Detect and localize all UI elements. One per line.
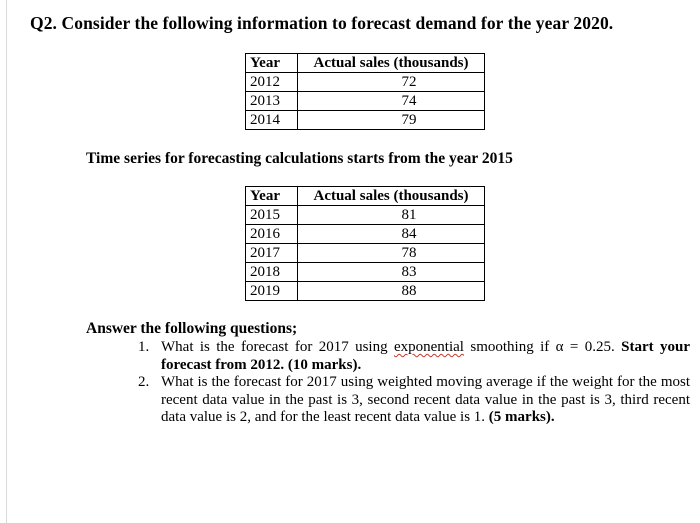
cell-year: 2014	[246, 111, 298, 130]
item-text: smoothing if α = 0.25.	[463, 339, 622, 355]
time-series-subheading: Time series for forecasting calculations starts from the year 2015	[86, 150, 513, 167]
answer-heading: Answer the following questions;	[86, 320, 298, 337]
cell-sales: 78	[298, 244, 485, 263]
cell-year: 2013	[246, 92, 298, 111]
page-left-border	[6, 0, 7, 523]
cell-sales: 74	[298, 92, 485, 111]
table-row	[246, 225, 485, 244]
sales-table-2012-2014	[245, 53, 485, 130]
table-row	[246, 206, 485, 225]
item-text: What is the forecast for 2017 using	[161, 339, 394, 355]
cell-year: 2016	[246, 225, 298, 244]
sales-table-2015-2019	[245, 186, 485, 301]
item-number: 1.	[138, 339, 150, 355]
table-row	[246, 263, 485, 282]
header-actual-sales: Actual sales (thousands)	[298, 187, 485, 206]
header-year: Year	[246, 187, 298, 206]
item-text-bold: (5 marks).	[488, 409, 555, 425]
table-row	[246, 282, 485, 301]
header-actual-sales: Actual sales (thousands)	[298, 54, 485, 73]
cell-sales: 83	[298, 263, 485, 282]
question-title: Q2. Consider the following information to forecast demand for the year 2020.	[30, 13, 614, 33]
cell-year: 2017	[246, 244, 298, 263]
cell-year: 2015	[246, 206, 298, 225]
item-text: What is the forecast for 2017 using weighted moving average if the weight for the most recent data value in the past is 3, second recent data value in the past is 3, third recent data value is 2, and for the least recent data value is 1.	[161, 374, 690, 425]
item-number: 2.	[138, 374, 150, 390]
cell-sales: 88	[298, 282, 485, 301]
cell-sales: 81	[298, 206, 485, 225]
cell-sales: 72	[298, 73, 485, 92]
list-item	[134, 339, 690, 374]
cell-year: 2019	[246, 282, 298, 301]
table-row	[246, 73, 485, 92]
list-item	[134, 374, 690, 427]
cell-sales: 84	[298, 225, 485, 244]
header-year: Year	[246, 54, 298, 73]
cell-year: 2012	[246, 73, 298, 92]
cell-year: 2018	[246, 263, 298, 282]
table-row	[246, 111, 485, 130]
table-row	[246, 92, 485, 111]
spellcheck-word: exponential	[393, 339, 464, 355]
table-header-row	[246, 187, 485, 206]
question-list	[134, 339, 690, 427]
table-row	[246, 244, 485, 263]
item-text-bold: Start your forecast from 2012. (10 marks).	[161, 339, 690, 373]
table-header-row	[246, 54, 485, 73]
cell-sales: 79	[298, 111, 485, 130]
